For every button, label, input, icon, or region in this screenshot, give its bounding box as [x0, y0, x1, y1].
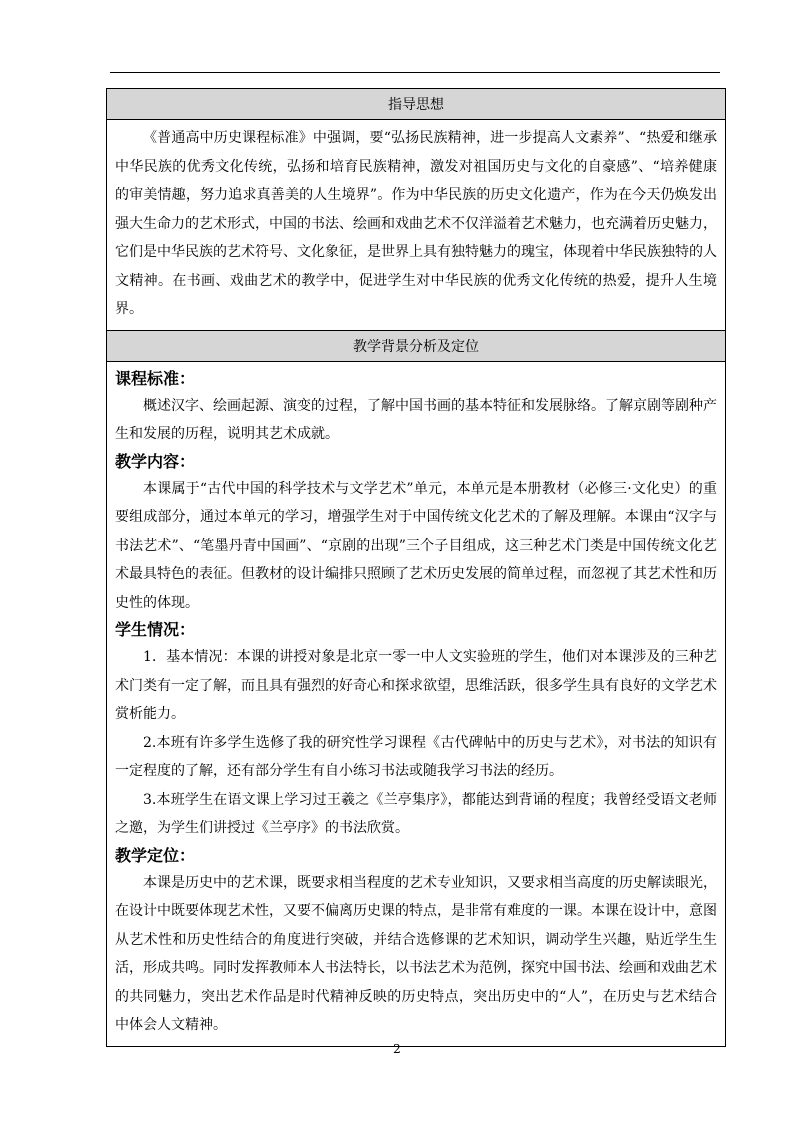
teaching-position-title: 教学定位：	[115, 845, 196, 865]
page-number: 2	[393, 1042, 401, 1056]
student-situation-title: 学生情况：	[115, 620, 196, 639]
course-standard-title: 课程标准：	[115, 368, 196, 388]
section-heading-guiding-ideology: 指导思想	[107, 89, 725, 120]
course-standard-text: 概述汉字、绘画起源、演变的过程，了解中国书画的基本特征和发展脉络。了解京剧等剧种产生和发展的历程，说明其艺术成就。	[115, 397, 717, 442]
teaching-content-text: 本课属于“古代中国的科学技术与文学艺术”单元，本单元是本册教材（必修三·文化史）的重要组成部分，通过本单元的学习，增强学生对于中国传统文化艺术的了解及理解。本课由“汉字与书法艺术”、“笔墨丹青中国画”、“京剧的出现”三个子目组成，这三种艺术门类是中国传统文化艺术最具特色的表征。但教材的设计编排只照顾了艺术历史发展的简单过程，而忽视了其艺术性和历史性的体现。	[115, 480, 717, 611]
header-rule	[110, 72, 720, 73]
teaching-content-title: 教学内容：	[115, 451, 196, 471]
section-body-background	[107, 362, 725, 1046]
lesson-plan-table	[106, 88, 726, 1047]
teaching-position-text: 本课是历史中的艺术课，既要求相当程度的艺术专业知识，又要求相当高度的历史解读眼光，在设计中既要体现艺术性，又要不偏离历史课的特点，是非常有难度的一课。本课在设计中，意图从艺术性和历史性结合的角度进行突破，并结合选修课的艺术知识，调动学生兴趣，贴近学生生活，形成共鸣。同时发挥教师本人书法特长，以书法艺术为范例，探究中国书法、绘画和戏曲艺术的共同魅力，突出艺术作品是时代精神反映的历史特点，突出历史中的“人”，在历史与艺术结合中体会人文精神。	[115, 874, 717, 1033]
section-heading-background: 教学背景分析及定位	[107, 330, 725, 362]
guiding-ideology-text: 《普通高中历史课程标准》中强调，要“弘扬民族精神，进一步提高人文素养”、“热爱和继承中华民族的优秀文化传统，弘扬和培育民族精神，激发对祖国历史与文化的自豪感”、“培养健康的审美情趣，努力追求真善美的人生境界”。作为中华民族的历史文化遗产，作为在今天仍焕发出强大生命力的艺术形式，中国的书法、绘画和戏曲艺术不仅洋溢着艺术魅力，也充满着历史魅力，它们是中华民族的艺术符号、文化象征，是世界上具有独特魅力的瑰宝，体现着中华民族独特的人文精神。在书画、戏曲艺术的教学中，促进学生对中华民族的优秀文化传统的热爱，提升人生境界。	[115, 130, 717, 317]
section-body-guiding-ideology	[107, 120, 725, 330]
student-situation-item: 1．基本情况：本课的讲授对象是北京一零一中人文实验班的学生，他们对本课涉及的三种艺术门类有一定了解，而且具有强烈的好奇心和探求欲望，思维活跃，很多学生具有良好的文学艺术赏析能力。	[115, 649, 717, 722]
student-situation-item: 3.本班学生在语文课上学习过王羲之《兰亭集序》，都能达到背诵的程度；我曾经受语文老师之邀，为学生们讲授过《兰亭序》的书法欣赏。	[115, 791, 717, 836]
student-situation-item: 2.本班有许多学生选修了我的研究性学习课程《古代碑帖中的历史与艺术》，对书法的知识有一定程度的了解，还有部分学生有自小练习书法或随我学习书法的经历。	[115, 734, 717, 779]
